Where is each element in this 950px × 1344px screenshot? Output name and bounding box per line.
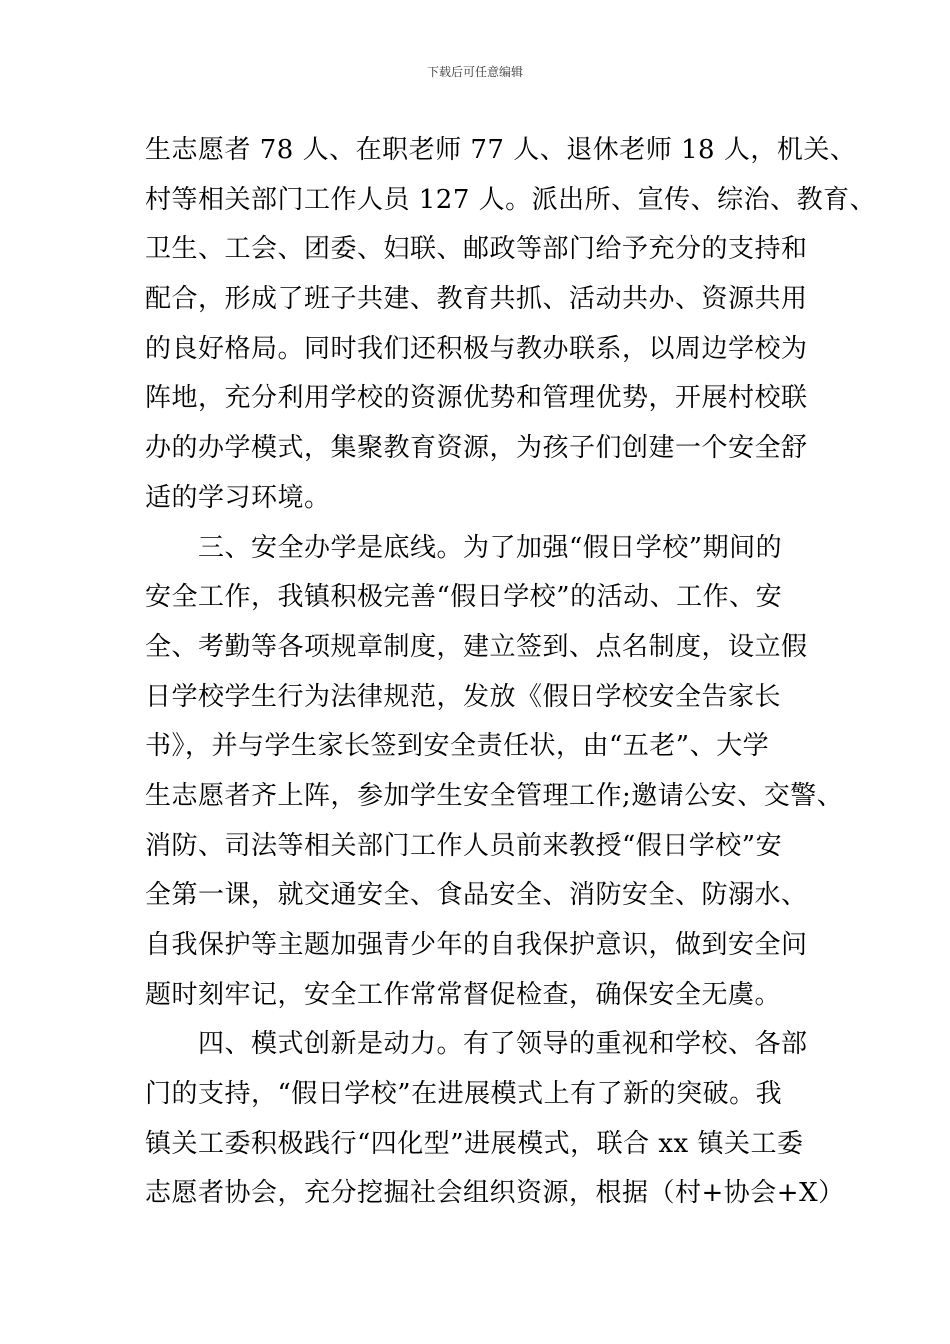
- text-line: 全第一课，就交通安全、食品安全、消防安全、防溺水、: [145, 880, 808, 911]
- text-line: 配合，形成了班子共建、教育共抓、活动共办、资源共用: [145, 284, 808, 315]
- text-line: 书》，并与学生家长签到安全责任状，由“五老”、大学: [145, 731, 770, 762]
- text-line: 适的学习环境。: [145, 482, 331, 513]
- text-line: 日学校学生行为法律规范，发放《假日学校安全告家长: [145, 681, 782, 712]
- text-line: 安全工作，我镇积极完善“假日学校”的活动、工作、安: [145, 582, 783, 613]
- text-line: 村等相关部门工作人员 127 人。派出所、宣传、综治、教育、: [145, 184, 877, 215]
- text-line: 题时刻牢记，安全工作常常督促检查，确保安全无虞。: [145, 979, 782, 1010]
- text-line: 志愿者协会，充分挖掘社会组织资源，根据（村+协会+X）: [145, 1178, 845, 1209]
- text-line: 阵地，充分利用学校的资源优势和管理优势，开展村校联: [145, 383, 808, 414]
- text-line: 自我保护等主题加强青少年的自我保护意识，做到安全问: [145, 930, 808, 960]
- text-line: 三、安全办学是底线。为了加强“假日学校”期间的: [145, 532, 783, 563]
- text-line: 卫生、工会、团委、妇联、邮政等部门给予充分的支持和: [145, 234, 808, 265]
- text-line: 办的办学模式，集聚教育资源，为孩子们创建一个安全舒: [145, 433, 808, 464]
- page-header: 下载后可任意编辑: [426, 65, 523, 79]
- text-line: 消防、司法等相关部门工作人员前来教授“假日学校”安: [145, 830, 783, 861]
- document-body: [145, 126, 877, 1219]
- text-line: 镇关工委积极践行“四化型”进展模式，联合 xx 镇关工委: [145, 1128, 804, 1159]
- text-line: 全、考勤等各项规章制度，建立签到、点名制度，设立假: [145, 631, 808, 662]
- text-line: 门的支持，“假日学校”在进展模式上有了新的突破。我: [145, 1079, 783, 1110]
- text-line: 四、模式创新是动力。有了领导的重视和学校、各部: [145, 1029, 808, 1060]
- text-line: 生志愿者齐上阵，参加学生安全管理工作;邀请公安、交警、: [145, 780, 844, 811]
- text-line: 的良好格局。同时我们还积极与教办联系，以周边学校为: [145, 333, 808, 364]
- text-line: 生志愿者 78 人、在职老师 77 人、退休老师 18 人，机关、: [145, 135, 857, 165]
